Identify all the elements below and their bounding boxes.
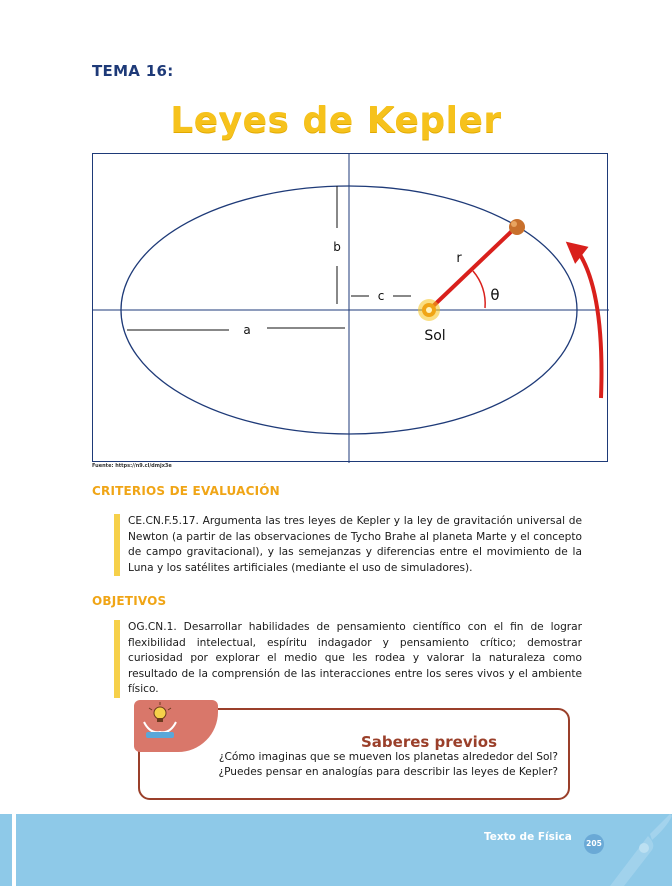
criterios-accent-bar: [114, 514, 120, 576]
saberes-questions: [208, 750, 558, 780]
footer-stripe: [12, 814, 16, 886]
saberes-question-2: ¿Puedes pensar en analogías para describir las leyes de Kepler?: [218, 766, 558, 778]
topic-label: TEMA 16:: [92, 62, 174, 80]
objetivos-accent-bar: [114, 620, 120, 698]
label-sun: Sol: [424, 328, 446, 344]
label-r: r: [456, 251, 462, 266]
rocket-icon: [590, 814, 672, 886]
orbit-direction-arrow: [577, 250, 602, 398]
label-c: c: [377, 289, 385, 303]
label-theta: θ: [490, 286, 500, 304]
footer-band: [0, 814, 672, 886]
figure-source: Fuente: https://n9.cl/dmjx3e: [92, 463, 172, 469]
page-title: Leyes de Kepler: [170, 100, 502, 141]
criterios-text: CE.CN.F.5.17. Argumenta las tres leyes de Kepler y la ley de gravitación universal de Newton (a partir de las observaciones de Tycho Brahe al planeta Marte y el concepto de campo gravitacional), y las semejanzas y diferencias entre el movimiento de la Luna y los satélites artificiales (mediante el uso de simuladores).: [128, 515, 582, 574]
planet-icon: [509, 219, 525, 235]
radius-vector: [429, 228, 515, 310]
saberes-title: Saberes previos: [360, 733, 498, 751]
objetivos-text: OG.CN.1. Desarrollar habilidades de pensamiento científico con el fin de lograr flexibilidad intelectual, espíritu indagador y pensamiento crítico; demostrar curiosidad por explorar el medio que les rodea y valorar la naturaleza como resultado de la comprensión de las interacciones entre los seres vivos y el ambiente físico.: [128, 621, 582, 696]
label-b: b: [333, 240, 341, 254]
kepler-diagram: [92, 153, 608, 462]
page-number-badge: 205: [584, 834, 604, 854]
objetivos-heading: OBJETIVOS: [92, 594, 167, 608]
sun-icon: [418, 299, 440, 321]
criterios-block: [114, 514, 582, 576]
criterios-heading: CRITERIOS DE EVALUACIÓN: [92, 484, 280, 498]
footer-book-label: Texto de Física: [484, 831, 572, 843]
theta-arc: [473, 271, 485, 308]
arrow-head-icon: [566, 235, 592, 264]
label-a: a: [243, 323, 251, 337]
ellipse-orbit-figure: [93, 154, 609, 463]
objetivos-block: [114, 620, 582, 698]
saberes-question-1: ¿Cómo imaginas que se mueven los planetas alrededor del Sol?: [218, 751, 558, 763]
